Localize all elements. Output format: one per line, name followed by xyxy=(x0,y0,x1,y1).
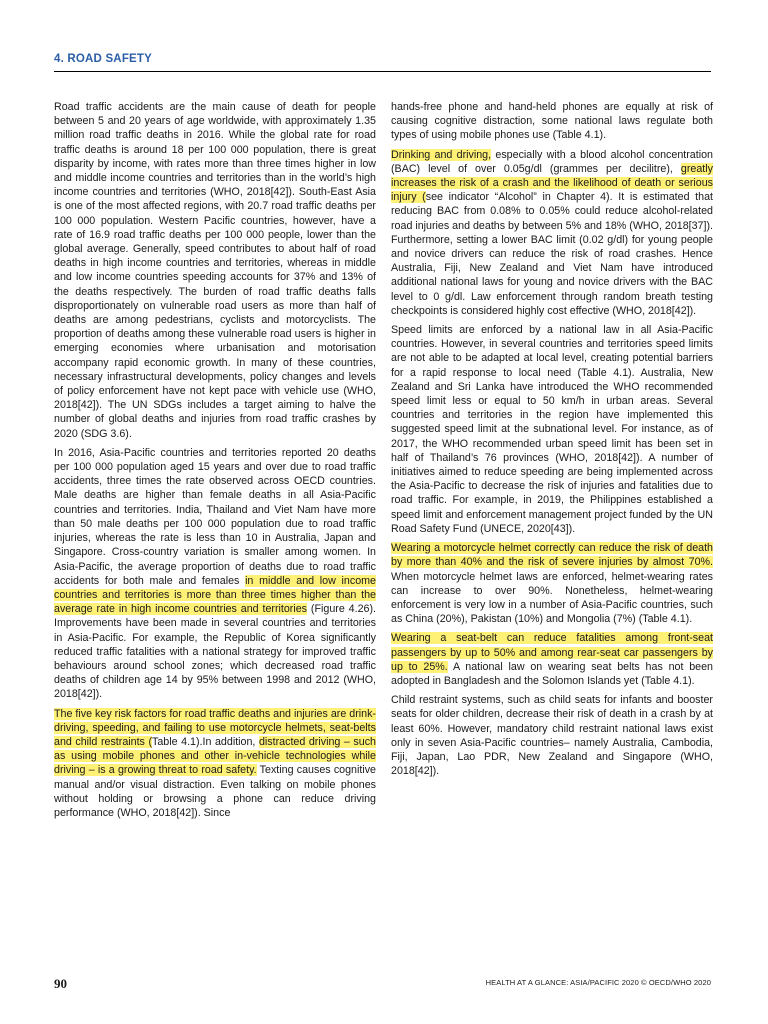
body-paragraph xyxy=(54,707,376,821)
body-paragraph xyxy=(391,100,713,143)
highlighted-text: Drinking and driving, xyxy=(391,148,492,161)
paragraph-text: Child restraint systems, such as child seats for infants and booster seats for older children, decrease their risk of death in a crash by at least 60%. However, mandatory child restraint national laws exist only in seven Asia-Pacific countries– namely Australia, Cambodia, Fiji, Japan, Lao PDR, New Zealand and Singapore (WHO, 2018[42]). xyxy=(391,694,713,778)
body-paragraph xyxy=(391,148,713,318)
header-rule xyxy=(54,71,711,72)
paragraph-text: (Figure 4.26). Improvements have been made in several countries and territories in Asia-Pacific. For example, the Republic of Korea significantly reduced traffic fatalities with a national strategy for improved traffic behaviours around school zones; which decreased road traffic deaths of children age 14 by 95% between 1998 and 2012 (WHO, 2018[42]). xyxy=(54,603,376,701)
highlighted-text: greatly increases the risk of a crash and the likelihood of death or serious injury ( xyxy=(391,162,713,204)
paragraph-text: Speed limits are enforced by a national law in all Asia-Pacific countries. However, in several countries and territories speed limits are not able to be adapted at local level, creating potential barriers for a rapid response to local need (Table 4.1). Australia, New Zealand and Sri Lanka have introduced the WHO recommended speed limit less or equal to 50 km/h in urban areas. Several countries and territories in the region have implemented this suggested speed limit at the subnational level. For instance, as of 2017, the WHO recommended urban speed limit has been set in half of Thailand’s 76 provinces (WHO, 2018[42]). A number of initiatives aimed to reduce speeding are being implemented across the Asia-Pacific to decrease the risk of injuries and fatalities due to road traffic. For example, in 2019, the Philippines established a speed limit and enforcement management project funded by the UN Road Safety Fund (UNECE, 2020[43]). xyxy=(391,324,713,535)
body-paragraph xyxy=(54,100,376,441)
paragraph-text: see indicator “Alcohol” in Chapter 4). It is estimated that reducing BAC from 0.08% to 0.05% could reduce alcohol-related road injuries and deaths by between 5% and 18% (WHO, 2018[37]). Furthermore, setting a lower BAC limit (0.02 g/dl) for young people and novice drivers can reduce the risk of road crashes. Hence Australia, Fiji, New Zealand and Viet Nam have introduced additional national laws for young and novice drivers with the BAC level to 0 g/dl. Law enforcement through random breath testing checkpoints is considered highly cost effective (WHO, 2018[42]). xyxy=(391,191,714,317)
paragraph-text: especially with a blood alcohol concentration (BAC) level of over 0.05g/dl (grammes per decilitre), xyxy=(391,148,713,175)
paragraph-text: Table 4.1).In addition, xyxy=(152,735,259,748)
highlighted-text: Wearing a seat-belt can reduce fatalities among front-seat passengers by up to 50% and among rear-seat car passengers by up to 25%. xyxy=(391,632,713,673)
left-column xyxy=(54,100,376,825)
paragraph-text: When motorcycle helmet laws are enforced, helmet-wearing rates can increase to over 90%. Nonetheless, helmet-wearing enforcement is very low in a number of Asia-Pacific countries, such as China (20%), Pakistan (10%) and Mongolia (7%) (Table 4.1). xyxy=(391,570,713,626)
highlighted-text: The five key risk factors for road traffic deaths and injuries are drink-driving, speeding, and failing to use motorcycle helmets, seat-belts and child restraints ( xyxy=(54,707,376,748)
paragraph-text: A national law on wearing seat belts has not been adopted in Bangladesh and the Solomon Islands yet (Table 4.1). xyxy=(391,660,713,687)
body-paragraph xyxy=(391,631,713,688)
body-paragraph xyxy=(391,541,713,626)
running-footer: HEALTH AT A GLANCE: ASIA/PACIFIC 2020 © OECD/WHO 2020 xyxy=(485,978,711,987)
paragraph-text: Texting causes cognitive manual and/or visual distraction. Even talking on mobile phones without holding or browsing a phone can reduce driving performance (WHO, 2018[42]). Since xyxy=(54,764,377,819)
page-footer xyxy=(54,976,711,992)
paragraph-text: In 2016, Asia-Pacific countries and territories reported 20 deaths per 100 000 population aged 15 years and over due to road traffic accidents, three times the rate observed across OECD countries. Male deaths are higher than female deaths in all Asia-Pacific countries and territories. India, Thailand and Viet Nam have more than 50 male deaths per 100 000 population due to road traffic injuries, whereas the rate is less than 10 in Australia, Japan and Singapore. Cross-country variation is smaller among women. In Asia-Pacific, the average proportion of deaths due to road traffic accidents for both male and females xyxy=(54,446,376,587)
highlighted-text: Wearing a motorcycle helmet correctly can reduce the risk of death by more than 40% and the risk of severe injuries by almost 70%. xyxy=(391,542,713,569)
highlighted-text: in middle and low income countries and territories is more than three times higher than the average rate in high income countries and territories xyxy=(54,574,376,616)
section-title: 4. ROAD SAFETY xyxy=(54,53,153,65)
body-paragraph xyxy=(391,693,713,778)
page-header xyxy=(54,53,711,72)
paragraph-text: Road traffic accidents are the main cause of death for people between 5 and 20 years of age worldwide, with approximately 1.35 million road traffic deaths in 2016. While the global rate for road traffic deaths is around 18 per 100 000 population, there is great disparity by income, with rates more than three times higher in low and middle income countries and territories than in the world’s high income countries and territories (WHO, 2018[42]). South-East Asia is one of the most affected regions, with 20.7 road traffic deaths per 100 000 population. Western Pacific countries, however, have a rate of 16.9 road traffic deaths per 100 000 people, lower than the global average. Generally, speed contributes to about half of road deaths in high income countries and territories, whereas in middle and low income countries speeding accounts for 37% and 13% of the deaths respectively. The burden of road traffic deaths falls disproportionately on vulnerable road users as more than half of deaths are among pedestrians, cyclists and motorcyclists. The proportion of deaths among these vulnerable road users is higher in emerging economies where urbanisation and motorisation accompany rapid economic growth. In many of these countries, necessary infrastructural developments, policy changes and levels of policy enforcement have not kept pace with vehicle use (WHO, 2018[42]). The UN SDGs includes a target aiming to halve the number of global deaths and injuries from road traffic crashes by 2020 (SDG 3.6). xyxy=(54,101,376,440)
body-paragraph xyxy=(391,323,713,536)
body-paragraph xyxy=(54,446,376,702)
right-column xyxy=(391,100,713,783)
paragraph-text: hands-free phone and hand-held phones are equally at risk of causing cognitive distraction, some national laws regulate both types of using mobile phones use (Table 4.1). xyxy=(391,101,713,142)
page-number: 90 xyxy=(54,976,67,991)
highlighted-text: distracted driving – such as using mobile phones and other in-vehicle technologies while driving – is a growing threat to road safety. xyxy=(54,735,376,777)
